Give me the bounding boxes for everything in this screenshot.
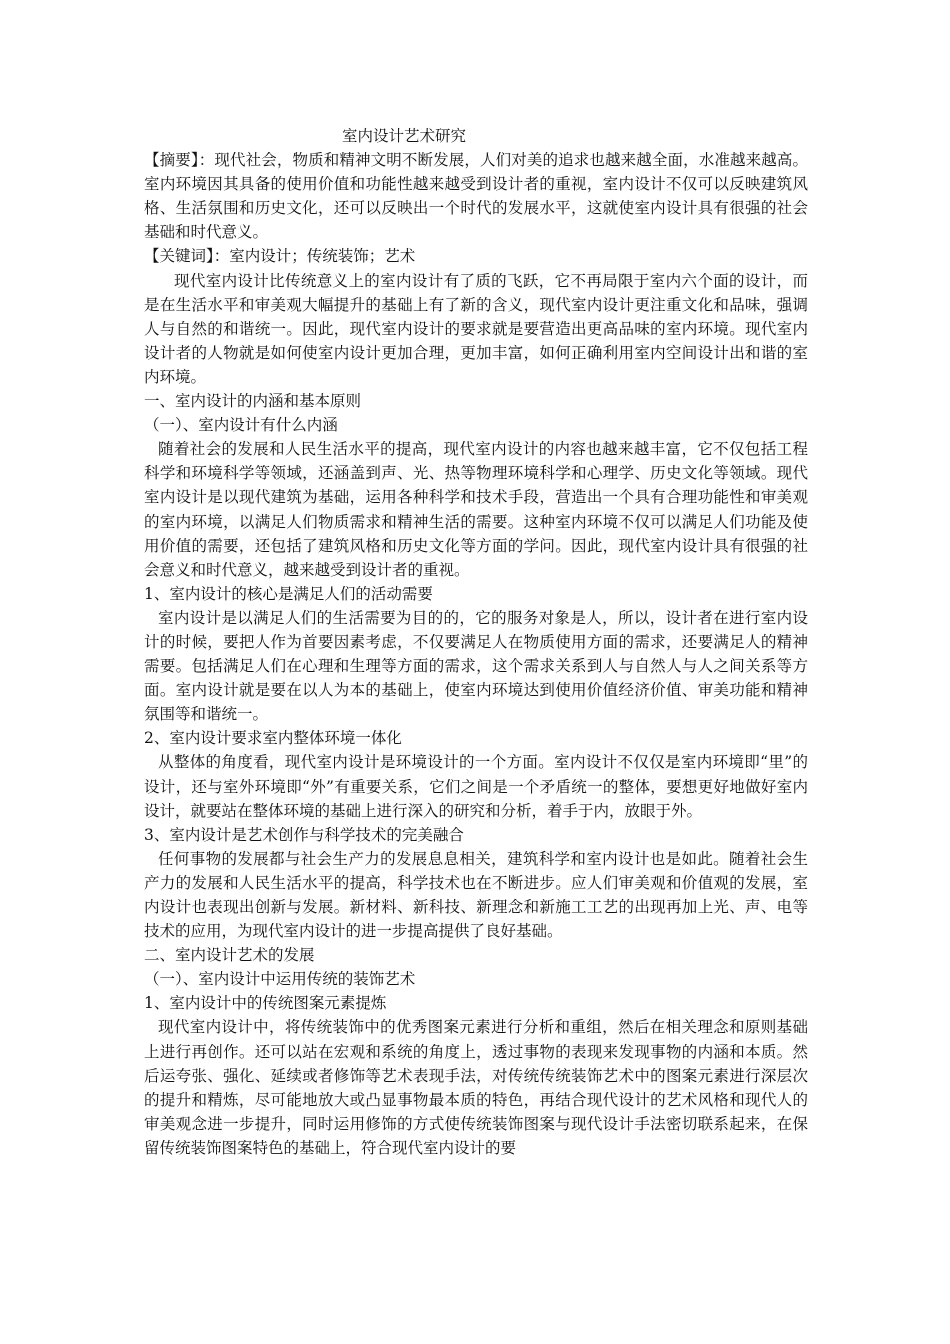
subheading-4: 1、室内设计中的传统图案元素提炼: [144, 994, 387, 1013]
paragraph-5: 现代室内设计中，将传统装饰中的优秀图案元素进行分析和重组，然后在相关理念和原则基础上进行再创作。还可以站在宏观和系统的角度上，透过事物的表现来发现事物的内涵和本质。然后运夸张、强化、延续或者修饰等艺术表现手法，对传统传统装饰艺术中的图案元素进行深层次的提升和精炼，尽可能地放大或凸显事物最本质的特色，再结合现代设计的艺术风格和现代人的审美观念进一步提升，同时运用修饰的方式使传统装饰图案与现代设计手法密切联系起来，在保留传统装饰图案特色的基础上，符合现代室内设计的要: [144, 1018, 808, 1157]
keywords-line: 【关键词】：室内设计；传统装饰；艺术: [144, 247, 416, 266]
paragraph-1: 随着社会的发展和人民生活水平的提高，现代室内设计的内容也越来越丰富，它不仅包括工程科学和环境科学等领域，还涵盖到声、光、热等物理环境科学和心理学、历史文化等领域。现代室内设计是以现代建筑为基础，运用各种科学和技术手段，营造出一个具有合理功能性和审美观的室内环境，以满足人们物质需求和精神生活的需要。这种室内环境不仅可以满足人们功能及使用价值的需要，还包括了建筑风格和历史文化等方面的学问。因此，现代室内设计具有很强的社会意义和时代意义，越来越受到设计者的重视。: [144, 440, 808, 579]
subheading-3: 3、室内设计是艺术创作与科学技术的完美融合: [144, 825, 464, 844]
subsection-heading-2-1: （一）、室内设计中运用传统的装饰艺术: [144, 970, 416, 989]
paragraph-4: 任何事物的发展都与社会生产力的发展息息相关，建筑科学和室内设计也是如此。随着社会生产力的发展和人民生活水平的提高，科学技术也在不断进步。应人们审美观和价值观的发展，室内设计也表现出创新与发展。新材料、新科技、新理念和新施工工艺的出现再加上光、声、电等技术的应用，为现代室内设计的进一步提高提供了良好基础。: [144, 849, 808, 941]
intro-paragraph: 现代室内设计比传统意义上的室内设计有了质的飞跃，它不再局限于室内六个面的设计，而是在生活水平和审美观大幅提升的基础上有了新的含义，现代室内设计更注重文化和品味，强调人与自然的和谐统一。因此，现代室内设计的要求就是要营造出更高品味的室内环境。现代室内设计者的人物就是如何使室内设计更加合理，更加丰富，如何正确利用室内空间设计出和谐的室内环境。: [144, 271, 808, 386]
subheading-1: 1、室内设计的核心是满足人们的活动需要: [144, 584, 433, 603]
abstract-paragraph: 【摘要】：现代社会，物质和精神文明不断发展，人们对美的追求也越来越全面，水准越来越高。室内环境因其具备的使用价值和功能性越来越受到设计者的重视，室内设计不仅可以反映建筑风格、生活氛围和历史文化，还可以反映出一个时代的发展水平，这就使室内设计具有很强的社会基础和时代意义。: [144, 151, 808, 242]
document-title: 室内设计艺术研究: [342, 127, 467, 145]
paragraph-3: 从整体的角度看，现代室内设计是环境设计的一个方面。室内设计不仅仅是室内环境即“里”的设计，还与室外环境即“外”有重要关系，它们之间是一个矛盾统一的整体，要想更好地做好室内设计，就要站在整体环境的基础上进行深入的研究和分析，着手于内，放眼于外。: [144, 753, 808, 820]
section-heading-1: 一、室内设计的内涵和基本原则: [144, 392, 362, 411]
document-body: [144, 124, 808, 1160]
section-heading-2: 二、室内设计艺术的发展: [144, 946, 315, 965]
subheading-2: 2、室内设计要求室内整体环境一体化: [144, 729, 402, 748]
paragraph-2: 室内设计是以满足人们的生活需要为目的的，它的服务对象是人，所以，设计者在进行室内设计的时候，要把人作为首要因素考虑，不仅要满足人在物质使用方面的需求，还要满足人的精神需要。包括满足人们在心理和生理等方面的需求，这个需求关系到人与自然人与人之间关系等方面。室内设计就是要在以人为本的基础上，使室内环境达到使用价值经济价值、审美功能和精神氛围等和谐统一。: [144, 608, 808, 724]
subsection-heading-1-1: （一）、室内设计有什么内涵: [144, 416, 338, 435]
